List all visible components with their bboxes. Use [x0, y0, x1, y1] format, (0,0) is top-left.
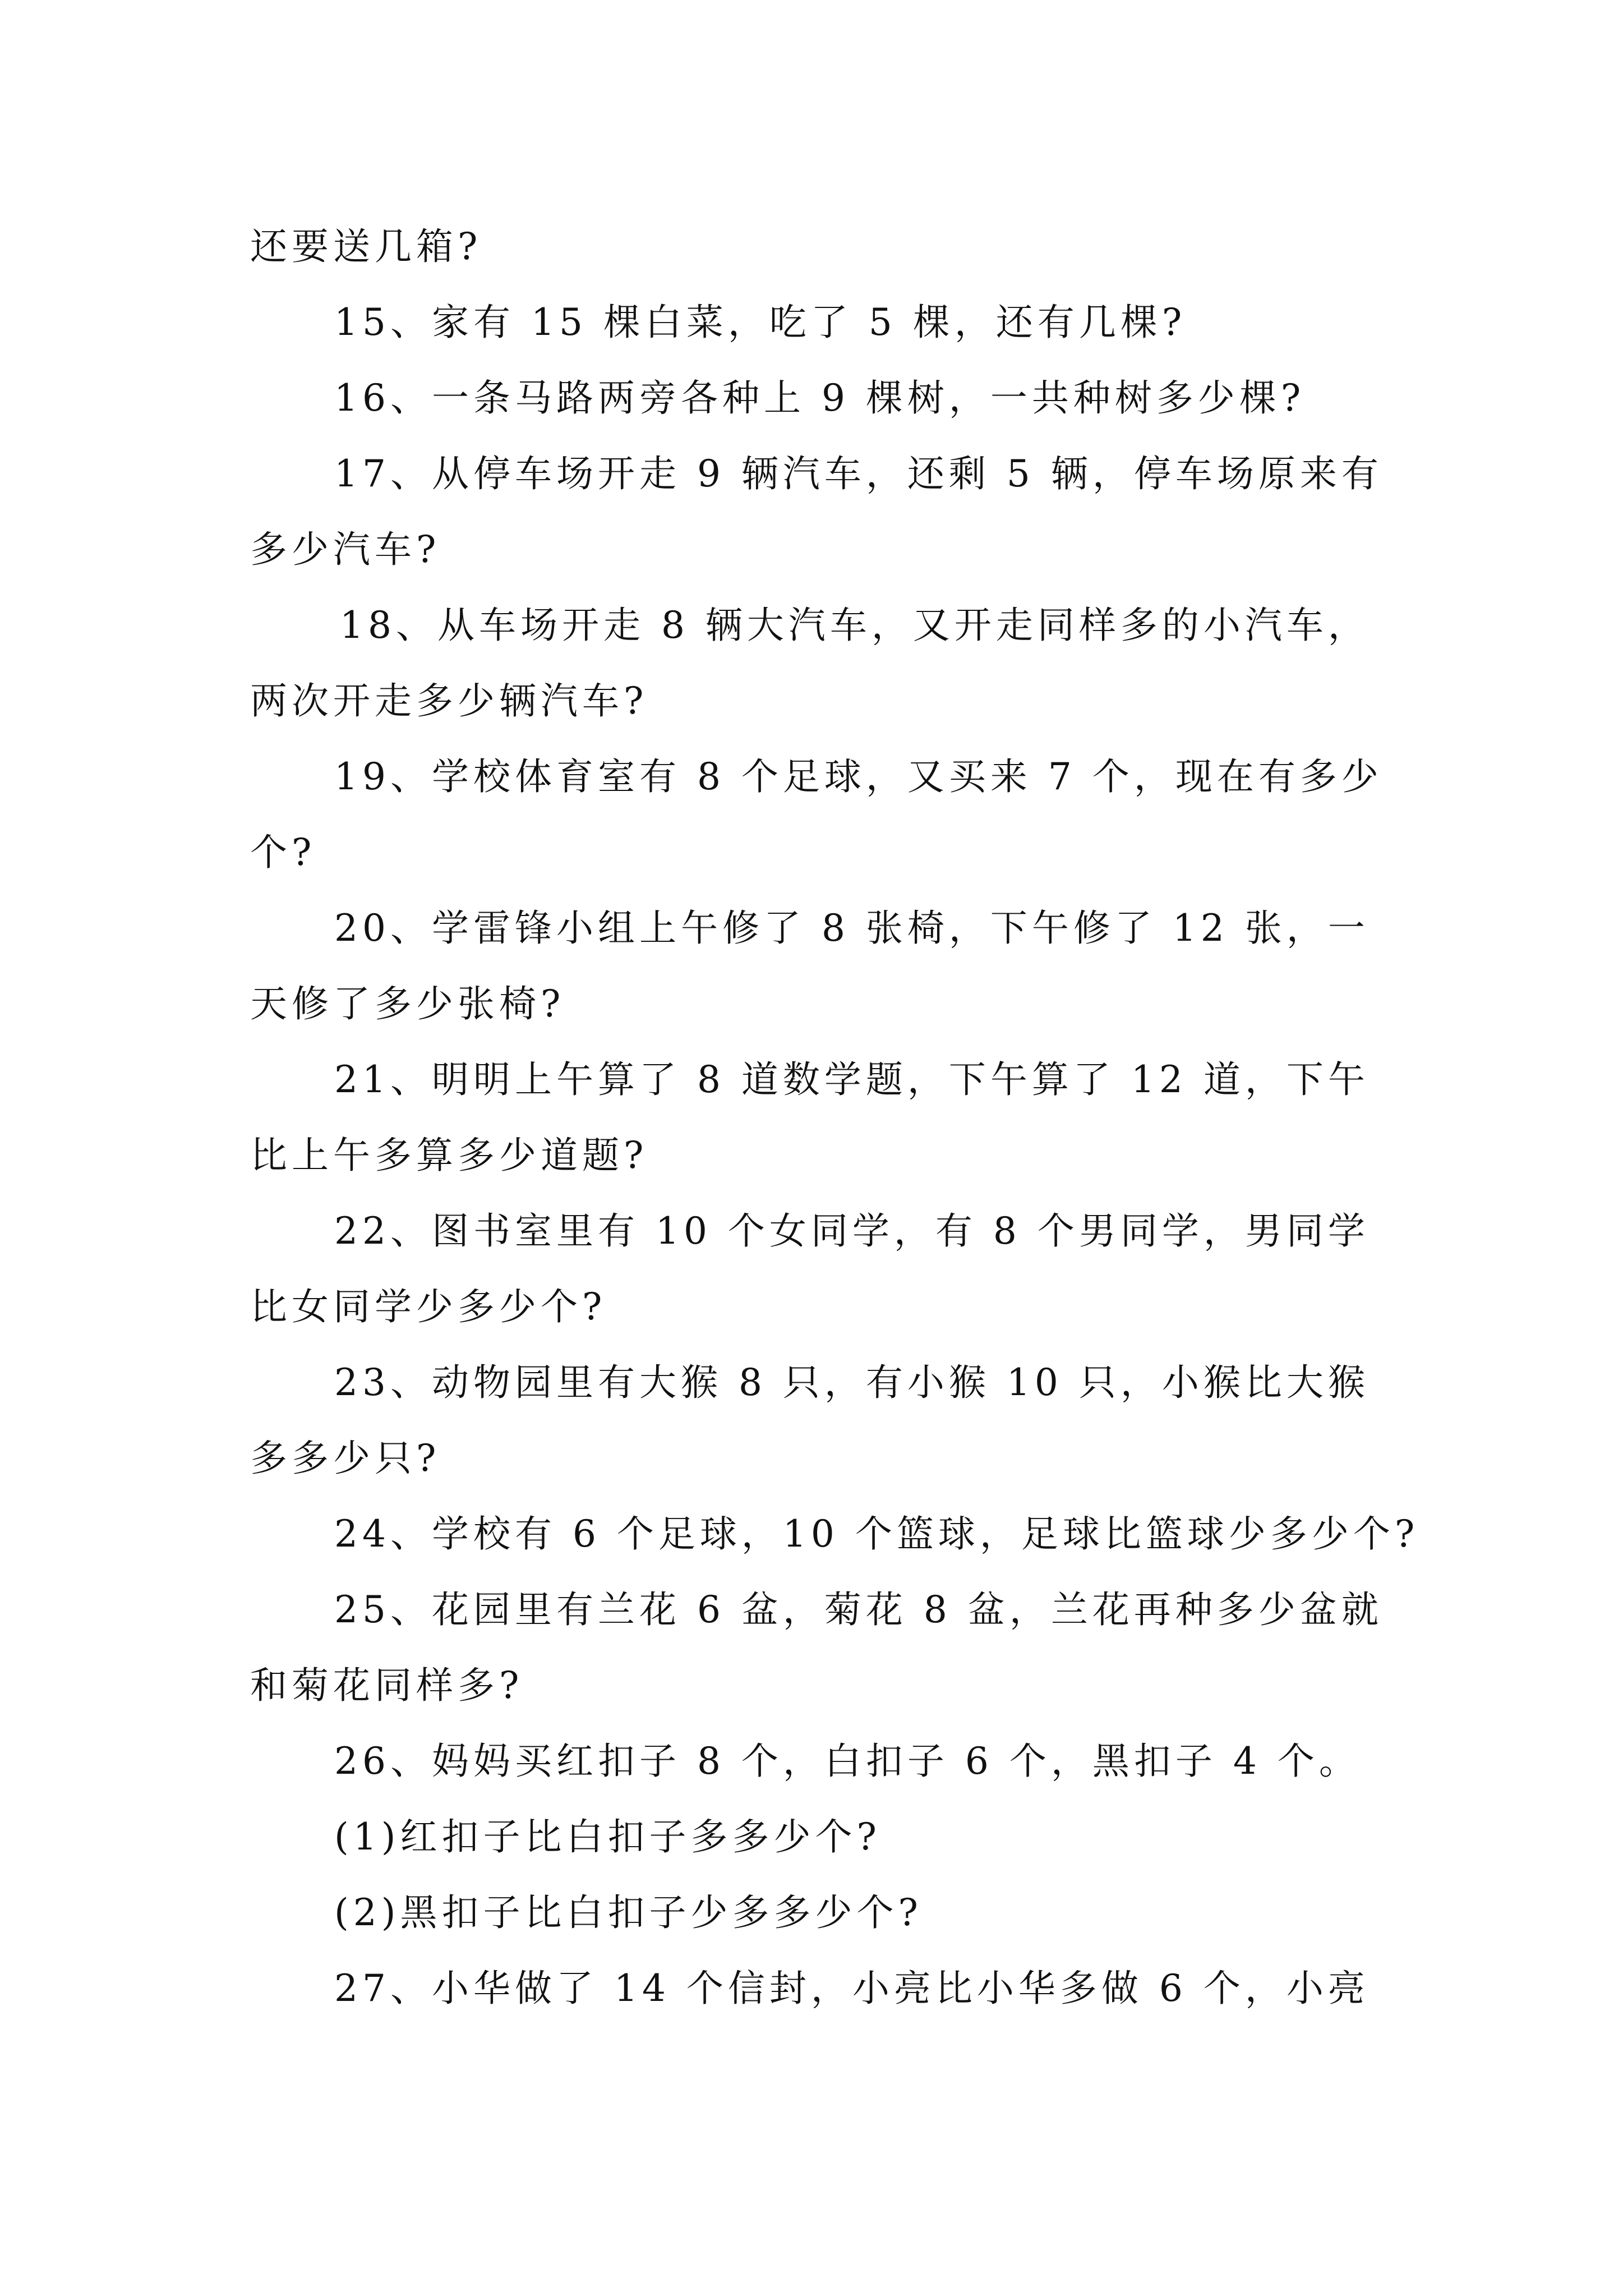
text-line: 16、一条马路两旁各种上 9 棵树，一共种树多少棵? — [334, 376, 1306, 420]
text-line: 比上午多算多少道题? — [250, 1134, 648, 1177]
text-line: 天修了多少张椅? — [250, 982, 565, 1025]
text-line: 个? — [250, 831, 316, 874]
text-line: 还要送几箱? — [250, 225, 482, 268]
text-line: 21、明明上午算了 8 道数学题，下午算了 12 道，下午 — [334, 1058, 1370, 1101]
text-line: 多多少只? — [250, 1437, 441, 1480]
text-line: 比女同学少多少个? — [250, 1285, 607, 1328]
text-line: 18、从车场开走 8 辆大汽车，又开走同样多的小汽车， — [340, 604, 1370, 647]
text-line: 22、图书室里有 10 个女同学，有 8 个男同学，男同学 — [334, 1209, 1370, 1253]
text-line: 27、小华做了 14 个信封，小亮比小华多做 6 个，小亮 — [334, 1967, 1370, 2010]
text-line: 23、动物园里有大猴 8 只，有小猴 10 只，小猴比大猴 — [334, 1361, 1370, 1404]
text-line: 24、学校有 6 个足球，10 个篮球，足球比篮球少多少个? — [334, 1512, 1419, 1556]
text-line: 17、从停车场开走 9 辆汽车，还剩 5 辆，停车场原来有 — [334, 452, 1383, 495]
text-line: 26、妈妈买红扣子 8 个，白扣子 6 个，黑扣子 4 个。 — [334, 1740, 1361, 1783]
text-line: 15、家有 15 棵白菜，吃了 5 棵，还有几棵? — [334, 301, 1187, 344]
text-line: (1)红扣子比白扣子多多少个? — [334, 1815, 881, 1858]
text-line: (2)黑扣子比白扣子少多多少个? — [334, 1891, 923, 1934]
text-line: 19、学校体育室有 8 个足球，又买来 7 个，现在有多少 — [334, 755, 1383, 798]
text-line: 两次开走多少辆汽车? — [250, 679, 648, 723]
text-line: 和菊花同样多? — [250, 1664, 524, 1707]
text-line: 多少汽车? — [250, 528, 441, 571]
text-line: 20、学雷锋小组上午修了 8 张椅，下午修了 12 张，一 — [334, 907, 1370, 950]
text-line: 25、花园里有兰花 6 盆，菊花 8 盆，兰花再种多少盆就 — [334, 1588, 1383, 1631]
